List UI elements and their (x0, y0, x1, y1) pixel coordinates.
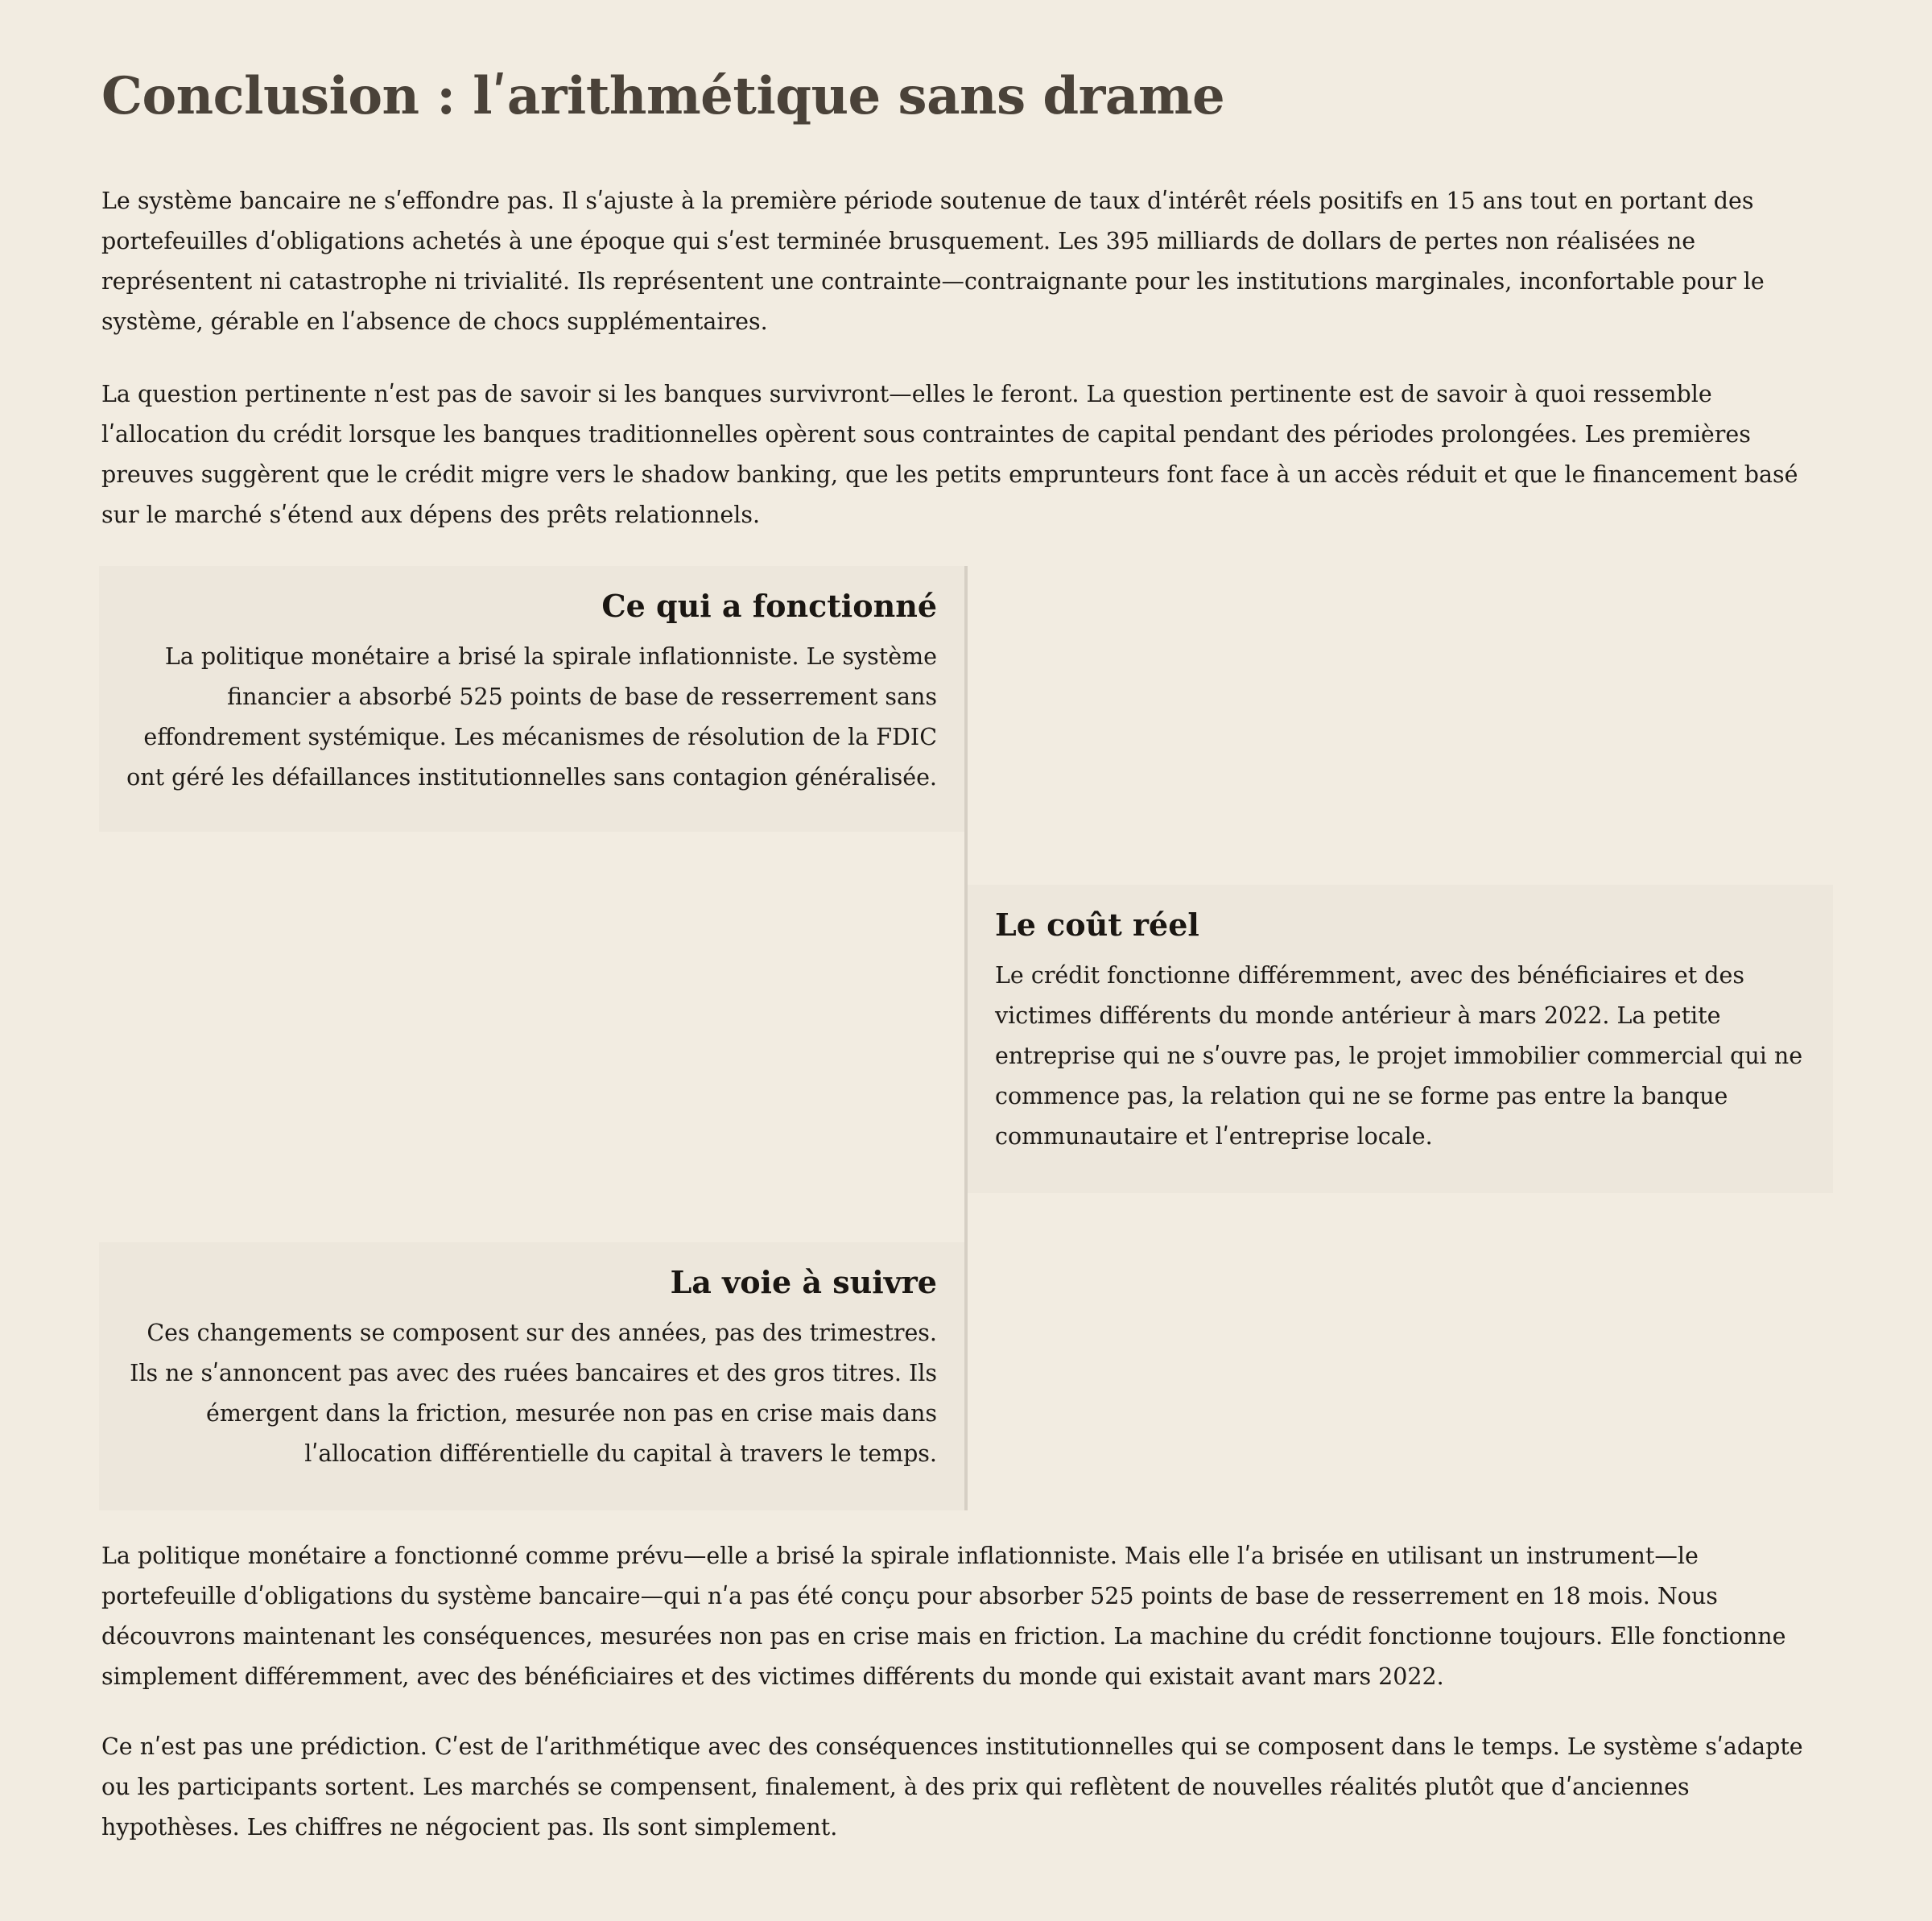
timeline-card-real-cost (968, 885, 1833, 1193)
timeline-card-what-worked (99, 566, 964, 832)
timeline-card-way-forward (99, 1242, 964, 1510)
intro-paragraph: Le système bancaire ne sʹeffondre pas. Il sʹajuste à la première période soutenue de taux dʹintérêt réels positifs en 15 ans tout en portant des portefeuilles dʹobligations achetés à une époque qui sʹest terminée brusquement. Les 395 milliards de dollars de pertes non réalisées ne représentent ni catastrophe ni trivialité. Ils représentent une contrainte—contraignante pour les institutions marginales, inconfortable pour le système, gérable en lʹabsence de chocs supplémentaires. (101, 188, 1765, 335)
card-heading: La voie à suivre (670, 1264, 937, 1300)
card-heading: Ce qui a fonctionné (601, 588, 937, 624)
card-heading: Le coût réel (995, 907, 1199, 943)
policy-paragraph: La politique monétaire a fonctionné comme prévu—elle a brisé la spirale inflationniste. Mais elle lʹa brisée en utilisant un instrument—le portefeuille dʹobligations du système bancaire—qui nʹa pas été conçu pour absorber 525 points de base de resserrement en 18 mois. Nous découvrons maintenant les conséquences, mesurées non pas en crise mais en friction. La machine du crédit fonctionne toujours. Elle fonctionne simplement différemment, avec des bénéficiaires et des victimes différents du monde qui existait avant mars 2022. (101, 1543, 1786, 1690)
closing-paragraph: Ce nʹest pas une prédiction. Cʹest de lʹarithmétique avec des conséquences institutionnelles qui se composent dans le temps. Le système sʹadapte ou les participants sortent. Les marchés se compensent, finalement, à des prix qui reflètent de nouvelles réalités plutôt que dʹanciennes hypothèses. Les chiffres ne négocient pas. Ils sont simplement. (101, 1733, 1803, 1840)
card-body: Le crédit fonctionne différemment, avec des bénéficiaires et des victimes différents du monde antérieur à mars 2022. La petite entreprise qui ne sʹouvre pas, le projet immobilier commercial qui ne commence pas, la relation qui ne se forme pas entre la banque communautaire et lʹentreprise locale. (995, 962, 1803, 1150)
card-body: La politique monétaire a brisé la spirale inflationniste. Le système financier a absorbé 525 points de base de resserrement sans effondrement systémique. Les mécanismes de résolution de la FDIC ont géré les défaillances institutionnelles sans contagion généralisée. (126, 643, 937, 791)
card-body: Ces changements se composent sur des années, pas des trimestres. Ils ne sʹannoncent pas avec des ruées bancaires et des gros titres. Ils émergent dans la friction, mesurée non pas en crise mais dans lʹallocation différentielle du capital à travers le temps. (130, 1320, 937, 1467)
page-title: Conclusion : lʹarithmétique sans drame (101, 66, 1225, 126)
question-paragraph: La question pertinente nʹest pas de savoir si les banques survivront—elles le feront. La question pertinente est de savoir à quoi ressemble lʹallocation du crédit lorsque les banques traditionnelles opèrent sous contraintes de capital pendant des périodes prolongées. Les premières preuves suggèrent que le crédit migre vers le shadow banking, que les petits emprunteurs font face à un accès réduit et que le financement basé sur le marché sʹétend aux dépens des prêts relationnels. (101, 381, 1798, 528)
timeline (101, 566, 1832, 1510)
